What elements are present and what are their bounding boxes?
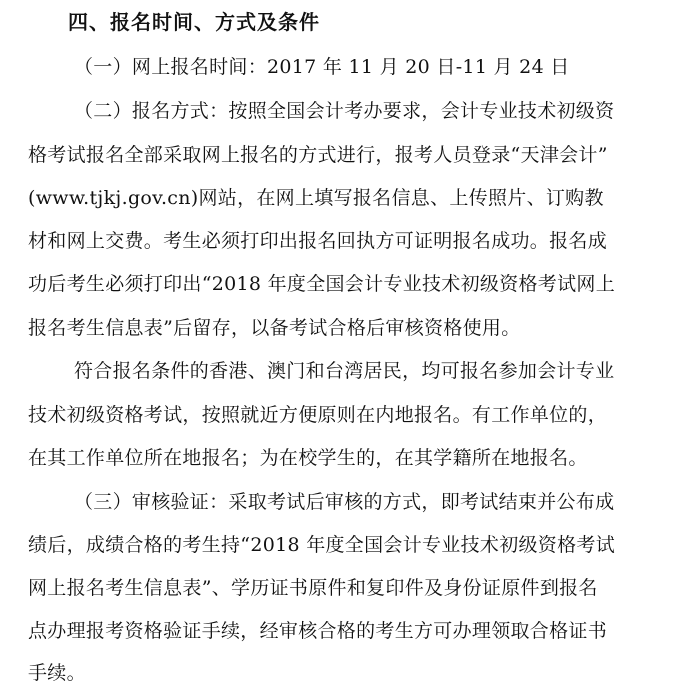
paragraph-2-line-4: 材和网上交费。考生必须打印出报名回执方可证明报名成功。报名成 — [28, 230, 608, 252]
paragraph-1-line-1: （一）网上报名时间：2017 年 11 月 20 日-11 月 24 日 — [74, 56, 570, 78]
section-heading: 四、报名时间、方式及条件 — [68, 10, 320, 34]
paragraph-2-line-6: 报名考生信息表”后留存，以备考试合格后审核资格使用。 — [28, 317, 521, 339]
paragraph-3-line-3: 在其工作单位所在地报名；为在校学生的，在其学籍所在地报名。 — [28, 447, 588, 469]
paragraph-3-line-1: 符合报名条件的香港、澳门和台湾居民，均可报名参加会计专业 — [74, 360, 615, 382]
paragraph-4-line-3: 网上报名考生信息表”、学历证书原件和复印件及身份证原件到报名 — [28, 577, 598, 599]
paragraph-4-line-5: 手续。 — [28, 662, 86, 684]
paragraph-4-line-4: 点办理报考资格验证手续，经审核合格的考生方可办理领取合格证书 — [28, 620, 608, 642]
paragraph-4-line-2: 绩后，成绩合格的考生持“2018 年度全国会计专业技术初级资格考试 — [28, 534, 616, 556]
paragraph-2-line-3: (www.tjkj.gov.cn)网站，在网上填写报名信息、上传照片、订购教 — [28, 187, 604, 209]
paragraph-2-line-1: （二）报名方式：按照全国会计考办要求，会计专业技术初级资 — [74, 100, 615, 122]
paragraph-2-line-2: 格考试报名全部采取网上报名的方式进行，报考人员登录“天津会计” — [28, 144, 608, 166]
paragraph-4-line-1: （三）审核验证：采取考试后审核的方式，即考试结束并公布成 — [74, 491, 615, 513]
paragraph-2-line-5: 功后考生必须打印出“2018 年度全国会计专业技术初级资格考试网上 — [28, 273, 616, 295]
paragraph-3-line-2: 技术初级资格考试，按照就近方便原则在内地报名。有工作单位的， — [28, 404, 608, 426]
